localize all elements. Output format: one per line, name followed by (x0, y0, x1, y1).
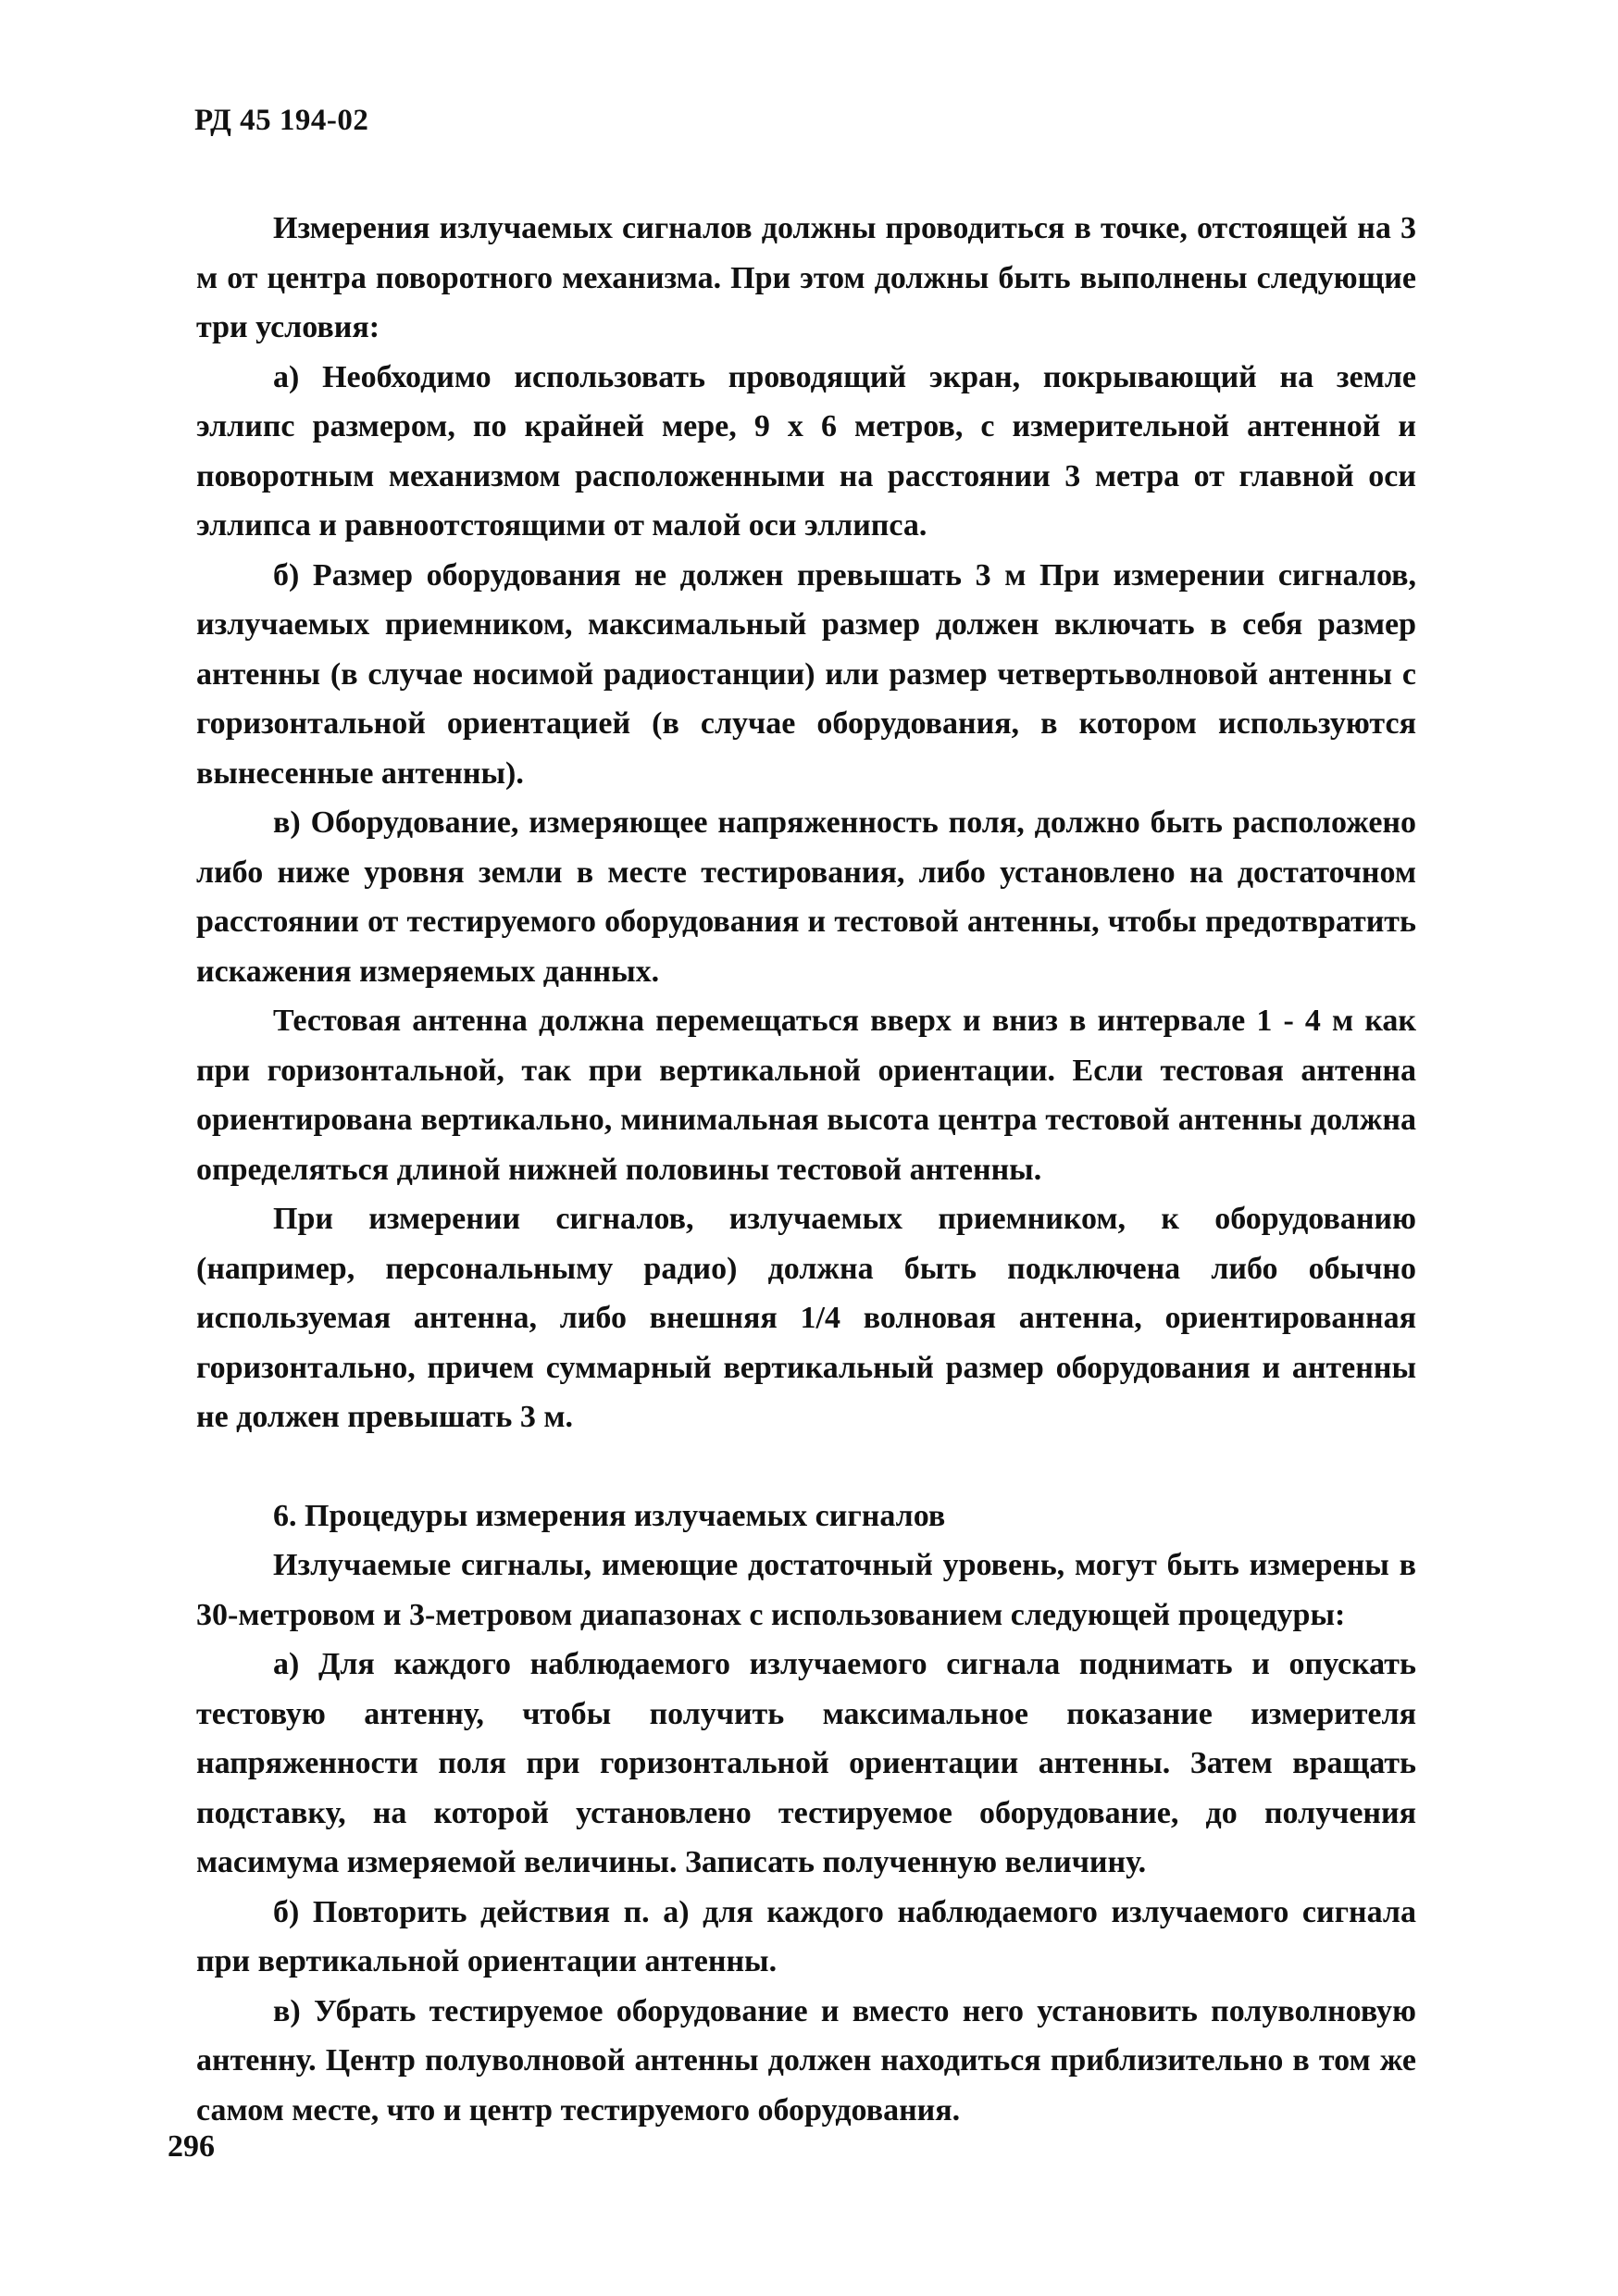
paragraph-procedure-step-c: в) Убрать тестируемое оборудование и вместо него установить полуволновую антенну. Центр полуволновой антенны должен находиться приблизительно в том же самом месте, что и центр тестируемого оборудования. (196, 1993, 1416, 2128)
page-number: 296 (168, 2129, 215, 2164)
paragraph-receiver-antenna: При измерении сигналов, излучаемых приемником, к оборудованию (например, персональныму радио) должна быть подключена либо обычно используемая антенна, либо внешняя 1/4 волновая антенна, ориентированная горизонтально, причем суммарный вертикальный размер оборудования и антенны не должен превышать 3 м. (196, 1202, 1416, 1434)
paragraph-condition-b: б) Размер оборудования не должен превышать 3 м При измерении сигналов, излучаемых приемником, максимальный размер должен включать в себя размер антенны (в случае носимой радиостанции) или размер четвертьволновой антенны с горизонтальной ориентацией (в случае оборудования, в котором используются вынесенные антенны). (196, 557, 1416, 791)
paragraph-procedure-step-b: б) Повторить действия п. а) для каждого наблюдаемого излучаемого сигнала при вертикальной ориентации антенны. (196, 1894, 1416, 1978)
document-header: РД 45 194-02 (194, 104, 369, 137)
paragraph-test-antenna: Тестовая антенна должна перемещаться вверх и вниз в интервале 1 - 4 м как при горизонтальной, так при вертикальной ориентации. Если тестовая антенна ориентирована вертикально, минимальная высота центра тестовой антенны должна определяться длиной нижней половины тестовой антенны. (196, 1004, 1416, 1187)
paragraph-procedure-intro: Излучаемые сигналы, имеющие достаточный уровень, могут быть измерены в 30-метровом и 3-метровом диапазонах с использованием следующей процедуры: (196, 1548, 1416, 1632)
document-body (196, 204, 1416, 2135)
paragraph-measurement-point: Измерения излучаемых сигналов должны проводиться в точке, отстоящей на 3 м от центра поворотного механизма. При этом должны быть выполнены следующие три условия: (196, 211, 1416, 344)
paragraph-procedure-step-a: а) Для каждого наблюдаемого излучаемого сигнала поднимать и опускать тестовую антенну, чтобы получить максимальное показание измерителя напряженности поля при горизонтальной ориентации антенны. Затем вращать подставку, на которой установлено тестируемое оборудование, до получения масимума измеряемой величины. Записать полученную величину. (196, 1647, 1416, 1879)
paragraph-condition-c: в) Оборудование, измеряющее напряженность поля, должно быть расположено либо ниже уровня земли в месте тестирования, либо установлено на достаточном расстоянии от тестируемого оборудования и тестовой антенны, чтобы предотвратить искажения измеряемых данных. (196, 805, 1416, 989)
paragraph-condition-a: а) Необходимо использовать проводящий экран, покрывающий на земле эллипс размером, по крайней мере, 9 х 6 метров, с измерительной антенной и поворотным механизмом расположенными на расстоянии 3 метра от главной оси эллипса и равноотстоящими от малой оси эллипса. (196, 359, 1416, 543)
section-heading: 6. Процедуры измерения излучаемых сигналов (273, 1498, 946, 1533)
